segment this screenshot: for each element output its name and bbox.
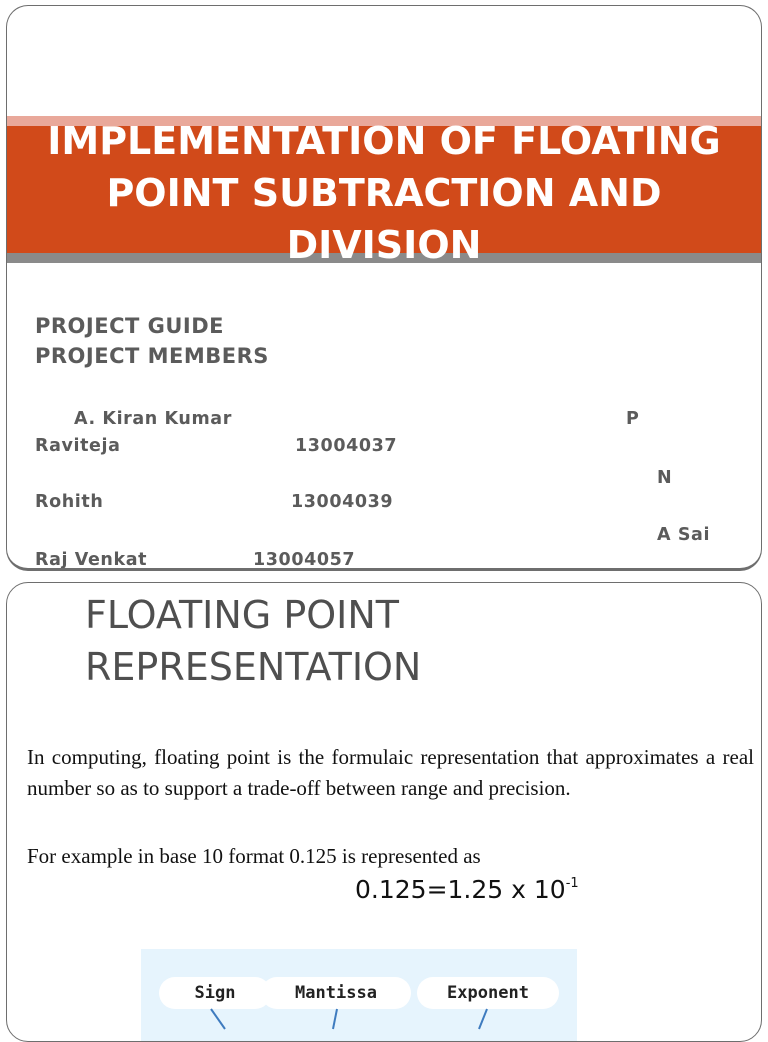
float-format-diagram [141,949,577,1042]
member-2-initial: N [657,468,673,488]
title-line-3: DIVISION [286,223,482,267]
example-paragraph: For example in base 10 format 0.125 is represented as [27,844,481,868]
sign-field-label: Sign [159,977,271,1009]
representation-slide [6,582,762,1042]
title-line-2: POINT SUBTRACTION AND [106,171,662,215]
pointer-lines [141,949,577,1042]
member-1-id: 13004037 [295,436,398,456]
project-guide-label: PROJECT GUIDE [35,314,224,338]
member-3-initial: A Sai [657,525,711,545]
definition-paragraph: In computing, floating point is the formulaic representation that approximates a real number so as to support a trade-off between range and precision. [27,745,754,800]
member-2-name: Rohith [35,492,104,512]
formula-base: 0.125=1.25 x 10 [355,875,566,904]
slide-title [7,115,761,271]
project-members-label: PROJECT MEMBERS [35,344,269,368]
slide-heading [85,589,421,693]
mantissa-field-label: Mantissa [261,977,411,1009]
member-3-id: 13004057 [253,550,356,570]
heading-line-2: REPRESENTATION [85,645,422,689]
formula-exponent: -1 [565,875,579,891]
heading-line-1: FLOATING POINT [85,593,400,637]
member-3-name: Raj Venkat [35,550,148,570]
guide-name: A. Kiran Kumar [74,409,232,429]
member-2-id: 13004039 [291,492,394,512]
member-1-name: Raviteja [35,436,121,456]
formula [355,875,579,904]
title-slide [6,5,762,571]
title-line-1: IMPLEMENTATION OF FLOATING [47,119,721,163]
member-1-initial: P [626,409,640,429]
exponent-field-label: Exponent [417,977,559,1009]
